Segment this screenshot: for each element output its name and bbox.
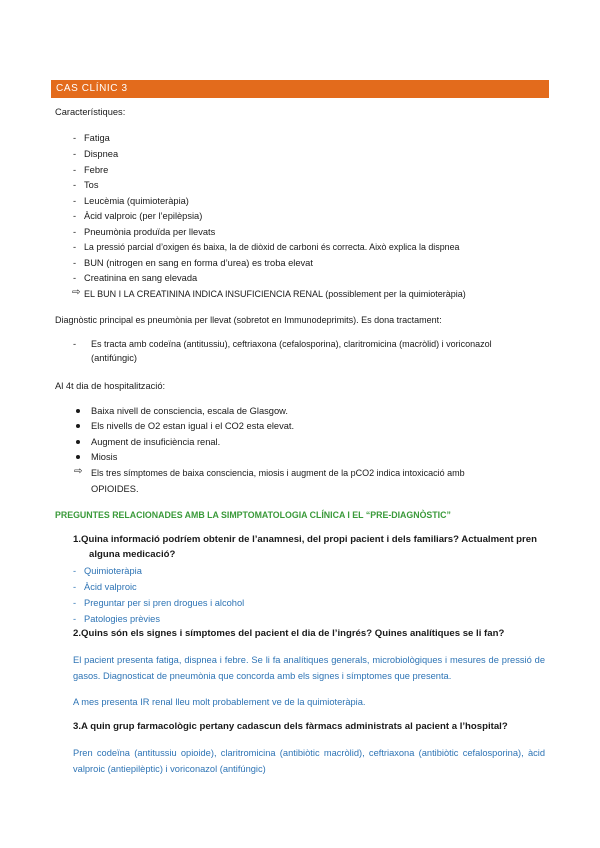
arrow-right-icon: ⇨: [74, 466, 83, 477]
treatment-text-cont: (antifúngic): [91, 353, 137, 363]
answer-1-item: Quimioteràpia: [84, 566, 142, 576]
characteristic-item: Pneumònia produïda per llevats: [84, 227, 216, 237]
characteristic-item: Leucèmia (quimioteràpia): [84, 196, 189, 206]
dash-marker: -: [73, 582, 77, 592]
answer-2-paragraph: El pacient presenta fatiga, dispnea i febre. Se li fa analítiques generals, microbiològiques i mesures de pressió de gasos. Diagnosticat de pneumònia que concorda amb els signes i símptomes que presenta.: [73, 655, 545, 681]
arrow-right-icon: ⇨: [72, 287, 81, 298]
question-1: 1.Quina informació podríem obtenir de l’anamnesi, del propi pacient i dels familiars? Actualment pren: [73, 534, 537, 545]
dash-marker: -: [73, 149, 77, 159]
dash-marker: -: [73, 339, 77, 349]
case-banner: CAS CLÍNIC 3: [51, 80, 549, 98]
questions-heading: PREGUNTES RELACIONADES AMB LA SIMPTOMATOLOGIA CLÍNICA I EL “PRE-DIAGNÒSTIC”: [55, 510, 451, 520]
dash-marker: -: [73, 196, 77, 206]
characteristic-item: Àcid valproic (per l’epilèpsia): [84, 211, 203, 221]
opioid-conclusion-cont: OPIOIDES.: [91, 484, 139, 494]
day4-item: Augment de insuficiència renal.: [91, 437, 221, 447]
characteristic-item: Fatiga: [84, 133, 110, 143]
bullet-icon: [76, 409, 80, 413]
dash-marker: -: [73, 598, 77, 608]
dash-marker: -: [73, 273, 77, 283]
bullet-icon: [76, 424, 80, 428]
characteristic-item: Creatinina en sang elevada: [84, 273, 198, 283]
treatment-text: Es tracta amb codeïna (antitussiu), ceftriaxona (cefalosporina), claritromicina (macròlid) i voriconazol: [91, 339, 492, 349]
day4-item: Els nivells de O2 estan igual i el CO2 esta elevat.: [91, 421, 295, 431]
characteristic-item: La pressió parcial d’oxigen és baixa, la de diòxid de carboni és correcta. Això explica la dispnea: [84, 242, 460, 252]
answer-2-paragraph: A mes presenta IR renal lleu molt probablement ve de la quimioteràpia.: [73, 697, 366, 707]
dash-marker: -: [73, 258, 77, 268]
dash-marker: -: [73, 614, 77, 624]
day4-item: Baixa nivell de consciencia, escala de Glasgow.: [91, 406, 288, 416]
opioid-conclusion: Els tres símptomes de baixa consciencia, miosis i augment de la pCO2 indica intoxicació amb: [91, 468, 465, 478]
question-2: 2.Quins són els signes i símptomes del pacient el dia de l’ingrés? Quines analítiques se li fan?: [73, 628, 505, 639]
dash-marker: -: [73, 227, 77, 237]
dash-marker: -: [73, 133, 77, 143]
diagnosis-text: Diagnòstic principal es pneumònia per llevat (sobretot en Immunodeprimits). Es dona tractament:: [55, 315, 442, 325]
dash-marker: -: [73, 211, 77, 221]
dash-marker: -: [73, 180, 77, 190]
answer-1-item: Preguntar per si pren drogues i alcohol: [84, 598, 245, 608]
answer-1-item: Àcid valproic: [84, 582, 137, 592]
answer-1-item: Patologies prèvies: [84, 614, 160, 624]
bullet-icon: [76, 455, 80, 459]
dash-marker: -: [73, 566, 77, 576]
bullet-icon: [76, 440, 80, 444]
answer-3-paragraph: Pren codeïna (antitussiu opioide), claritromicina (antibiòtic macròlid), ceftriaxona (antibiòtic cefalosporina), àcid valproic (antiepilèptic) i voriconazol (antifúngic): [73, 748, 545, 774]
characteristic-item: Dispnea: [84, 149, 119, 159]
day4-label: Al 4t dia de hospitalització:: [55, 381, 166, 391]
dash-marker: -: [73, 242, 77, 252]
characteristic-item: Febre: [84, 165, 109, 175]
characteristic-item: BUN (nitrogen en sang en forma d’urea) es troba elevat: [84, 258, 313, 268]
characteristic-item: Tos: [84, 180, 99, 190]
characteristics-label: Característiques:: [55, 107, 126, 117]
renal-conclusion: EL BUN I LA CREATININA INDICA INSUFICIENCIA RENAL (possiblement per la quimioteràpia): [84, 289, 466, 299]
question-3: 3.A quin grup farmacològic pertany cadascun dels fàrmacs administrats al pacient a l’hospital?: [73, 721, 508, 732]
dash-marker: -: [73, 165, 77, 175]
question-1-cont: alguna medicació?: [89, 549, 176, 560]
day4-item: Miosis: [91, 452, 118, 462]
